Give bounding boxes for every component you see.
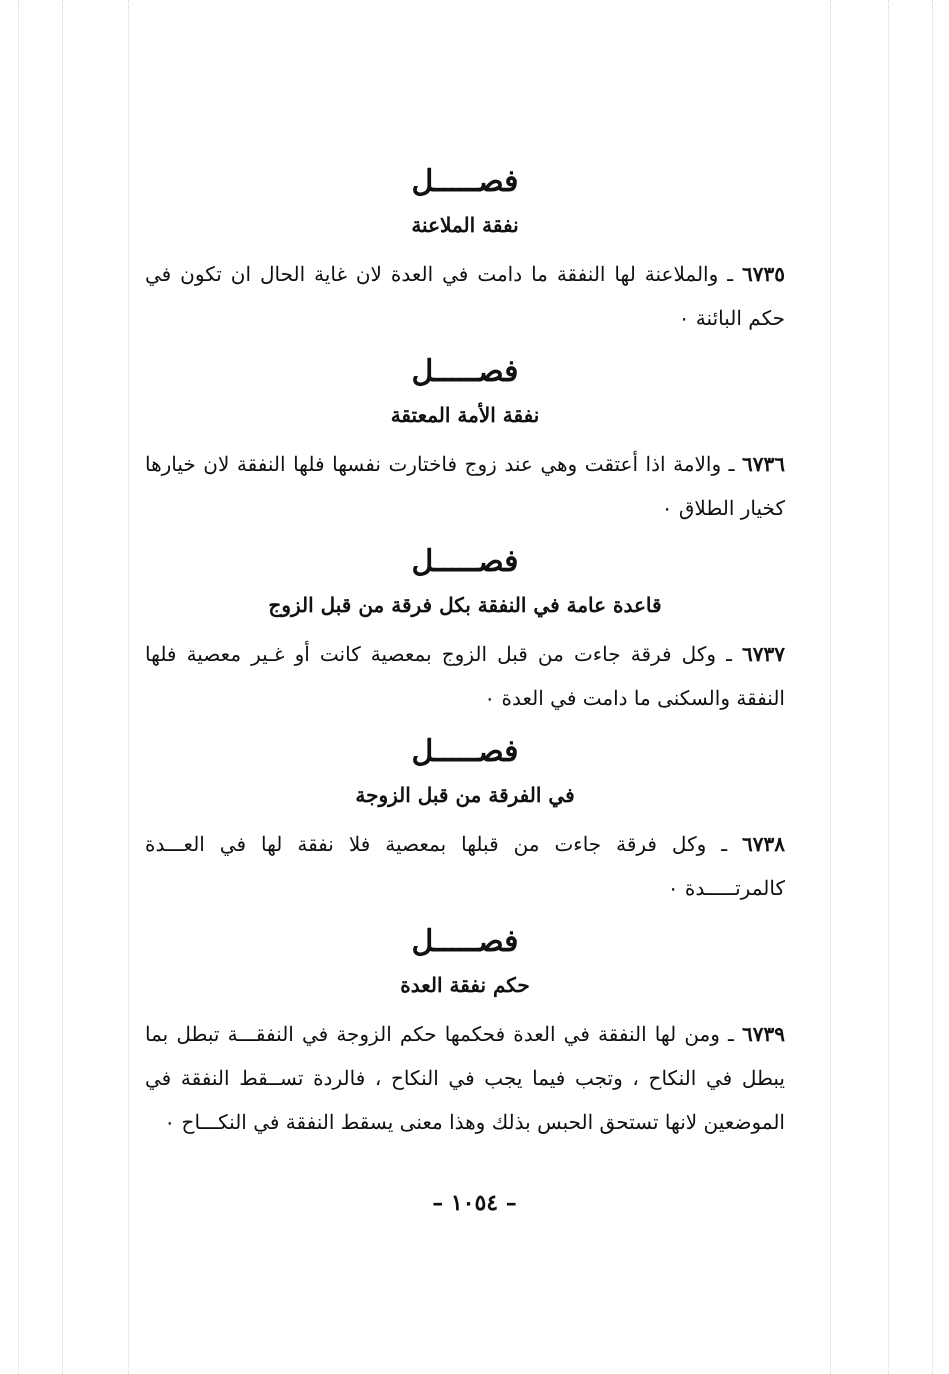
paragraph-text: ـ وكل فرقة جاءت من قبل الزوج بمعصية كانت أو غـير معصية فلها النفقة والسكنى ما دامت في العدة ٠ bbox=[145, 642, 785, 710]
page-body bbox=[145, 160, 785, 1154]
paragraph-text: ـ ومن لها النفقة في العدة فحكمها حكم الزوجة في النفقـــة تبطل بما يبطل في النكاح ، وتجب فيما يجب في النكاح ، فالردة تســقط النفقة في الموضعين لانها تستحق الحبس بذلك وهذا معنى يسقط النفقة في النكـــاح ٠ bbox=[145, 1022, 785, 1134]
page-number: – ١٠٥٤ – bbox=[432, 1190, 517, 1216]
paragraph-number: ٦٧٣٩ bbox=[742, 1022, 785, 1046]
scan-artifact bbox=[18, 0, 19, 1374]
section-6737 bbox=[145, 540, 785, 720]
scan-artifact bbox=[62, 0, 63, 1374]
section-6738 bbox=[145, 730, 785, 910]
section-6735 bbox=[145, 160, 785, 340]
scan-artifact bbox=[888, 0, 889, 1374]
chapter-marker: فصـــــل bbox=[411, 924, 519, 959]
paragraph bbox=[145, 632, 785, 720]
paragraph-number: ٦٧٣٦ bbox=[742, 452, 785, 476]
paragraph-number: ٦٧٣٨ bbox=[742, 832, 785, 856]
paragraph bbox=[145, 1012, 785, 1144]
chapter-marker: فصـــــل bbox=[411, 544, 519, 579]
scan-artifact bbox=[932, 0, 933, 1374]
scan-artifact bbox=[128, 0, 129, 1374]
paragraph-text: ـ وكل فرقة جاءت من قبلها بمعصية فلا نفقة لها في العـــدة كالمرتـــــدة ٠ bbox=[145, 832, 785, 900]
chapter-marker: فصـــــل bbox=[411, 734, 519, 769]
paragraph bbox=[145, 442, 785, 530]
section-heading: نفقة الملاعنة bbox=[411, 213, 519, 237]
section-6736 bbox=[145, 350, 785, 530]
paragraph bbox=[145, 252, 785, 340]
paragraph-number: ٦٧٣٥ bbox=[742, 262, 785, 286]
section-heading: قاعدة عامة في النفقة بكل فرقة من قبل الزوج bbox=[268, 593, 662, 617]
paragraph-text: ـ والملاعنة لها النفقة ما دامت في العدة لان غاية الحال ان تكون في حكم البائنة ٠ bbox=[145, 262, 785, 330]
section-heading: نفقة الأمة المعتقة bbox=[390, 403, 540, 427]
paragraph-text: ـ والامة اذا أعتقت وهي عند زوج فاختارت نفسها فلها النفقة لان خيارها كخيار الطلاق ٠ bbox=[145, 452, 785, 520]
paragraph bbox=[145, 822, 785, 910]
section-6739 bbox=[145, 920, 785, 1144]
chapter-marker: فصـــــل bbox=[411, 164, 519, 199]
paragraph-number: ٦٧٣٧ bbox=[742, 642, 785, 666]
section-heading: حكم نفقة العدة bbox=[400, 973, 530, 997]
section-heading: في الفرقة من قبل الزوجة bbox=[355, 783, 575, 807]
scan-artifact bbox=[830, 0, 831, 1374]
chapter-marker: فصـــــل bbox=[411, 354, 519, 389]
